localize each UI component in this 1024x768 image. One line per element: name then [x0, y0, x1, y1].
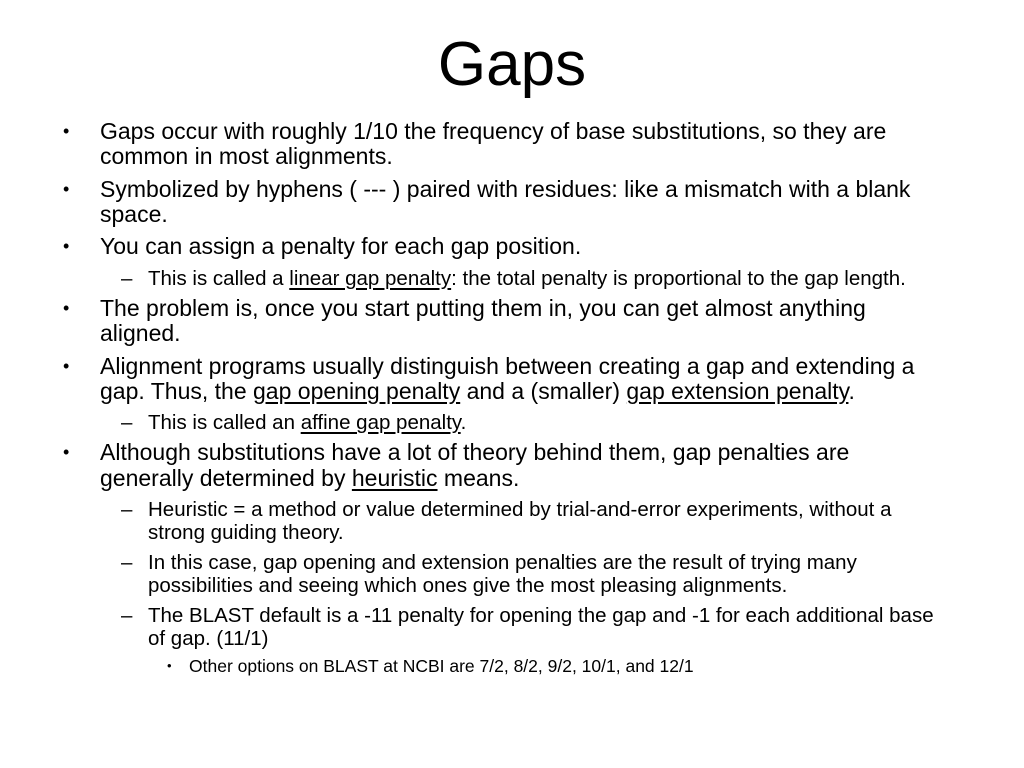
bullet-text: This is called a linear gap penalty: the total penalty is proportional to the gap length.	[148, 266, 906, 290]
bullet-text: Alignment programs usually distinguish between creating a gap and extending a gap. Thus, the gap opening penalty and a (smaller) gap extension penalty.	[100, 352, 915, 404]
bullet-item	[0, 177, 946, 228]
bullet-item	[0, 440, 946, 491]
bullet-text: You can assign a penalty for each gap position.	[100, 233, 582, 260]
bullet-text: In this case, gap opening and extension penalties are the result of trying many possibilities and seeing which ones give the most pleasing alignments.	[148, 550, 857, 598]
dash-marker: –	[121, 550, 133, 574]
bullet-marker: •	[167, 658, 172, 674]
bullet-marker: •	[63, 178, 70, 199]
dash-marker: –	[121, 266, 133, 290]
bullet-text: Other options on BLAST at NCBI are 7/2, 8/2, 9/2, 10/1, and 12/1	[189, 656, 694, 677]
bullet-list	[0, 119, 1024, 676]
bullet-item	[0, 119, 946, 170]
bullet-text: Symbolized by hyphens ( --- ) paired with residues: like a mismatch with a blank space.	[100, 175, 911, 227]
bullet-item	[0, 498, 946, 545]
bullet-text: Although substitutions have a lot of theory behind them, gap penalties are generally determined by heuristic means.	[100, 439, 850, 491]
slide-title: Gaps	[437, 30, 587, 99]
bullet-item	[0, 656, 946, 676]
bullet-marker: •	[63, 297, 70, 318]
dash-marker: –	[121, 498, 133, 522]
bullet-item	[0, 267, 946, 290]
bullet-marker: •	[63, 442, 70, 463]
bullet-text: Gaps occur with roughly 1/10 the frequency of base substitutions, so they are common in most alignments.	[100, 118, 887, 170]
bullet-item	[0, 354, 946, 405]
bullet-item	[0, 604, 946, 651]
bullet-item	[0, 411, 946, 434]
bullet-item	[0, 551, 946, 598]
bullet-marker: •	[63, 236, 70, 257]
dash-marker: –	[121, 603, 133, 627]
bullet-text: This is called an affine gap penalty.	[148, 411, 467, 435]
bullet-item	[0, 234, 946, 259]
bullet-text: Heuristic = a method or value determined by trial-and-error experiments, without a strong guiding theory.	[148, 498, 892, 545]
dash-marker: –	[121, 411, 133, 435]
bullet-text: The problem is, once you start putting them in, you can get almost anything aligned.	[100, 294, 866, 347]
bullet-marker: •	[63, 121, 70, 142]
bullet-item	[0, 296, 946, 347]
bullet-text: The BLAST default is a -11 penalty for opening the gap and -1 for each additional base of gap. (11/1)	[148, 603, 934, 650]
bullet-marker: •	[63, 355, 70, 376]
